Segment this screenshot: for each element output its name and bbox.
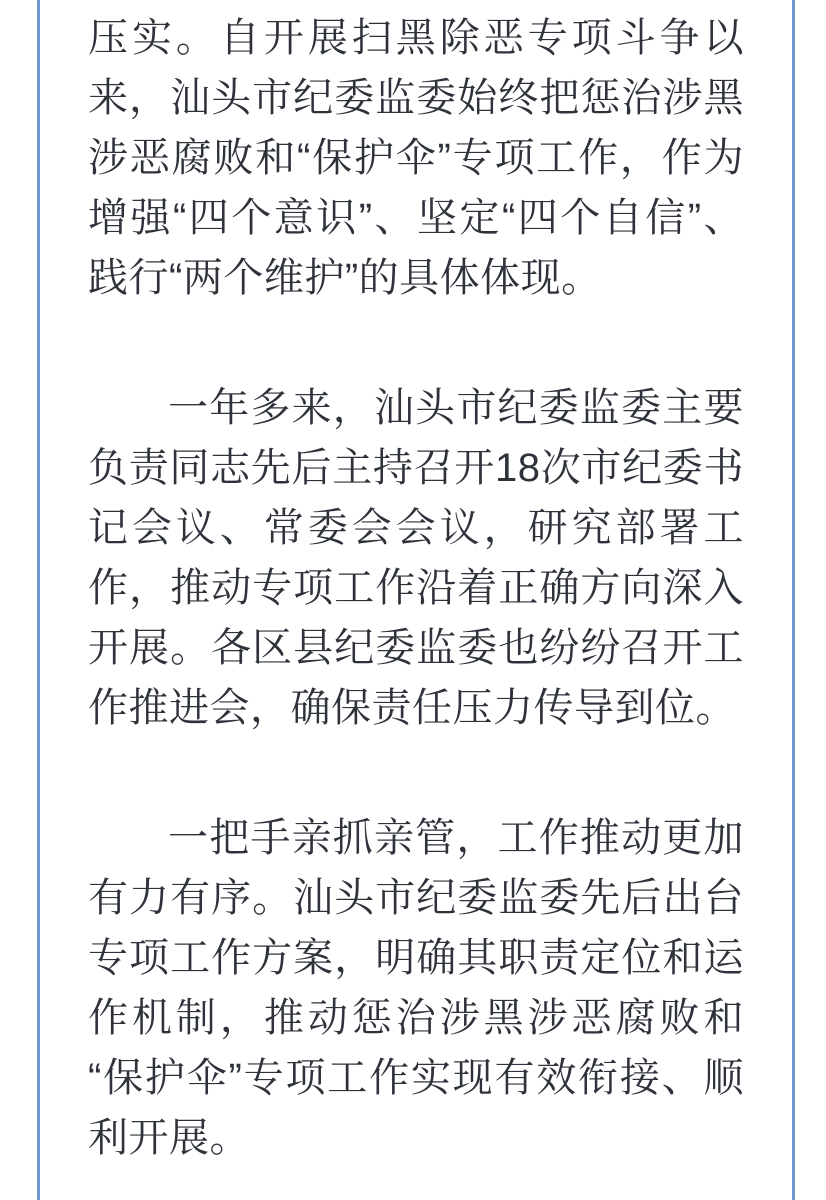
article-paragraph-meetings: 一年多来，汕头市纪委监委主要负责同志先后主持召开18次市纪委书记会议、常委会会议，研究部署工作，推动专项工作沿着正确方向深入开展。各区县纪委监委也纷纷召开工作推进会，确保责任压力传导到位。 xyxy=(88,386,744,730)
article-body xyxy=(88,8,744,1168)
article-frame xyxy=(37,0,795,1200)
article-paragraph-leadership: 一把手亲抓亲管，工作推动更加有力有序。汕头市纪委监委先后出台专项工作方案，明确其职责定位和运作机制，推动惩治涉黑涉恶腐败和“保护伞”专项工作实现有效衔接、顺利开展。 xyxy=(88,816,744,1160)
article-paragraph-continuation: 压实。自开展扫黑除恶专项斗争以来，汕头市纪委监委始终把惩治涉黑涉恶腐败和“保护伞”专项工作，作为增强“四个意识”、坚定“四个自信”、践行“两个维护”的具体体现。 xyxy=(88,16,744,300)
